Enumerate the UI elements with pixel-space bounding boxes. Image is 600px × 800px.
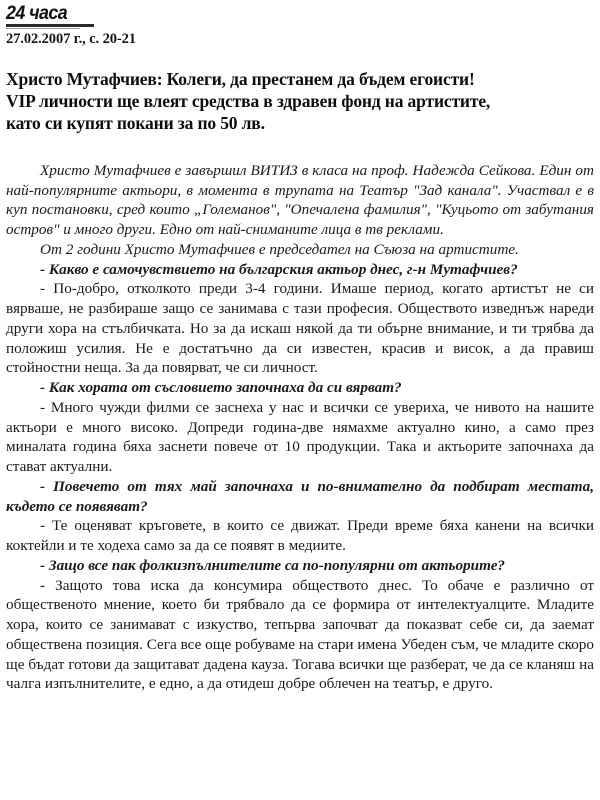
interview-question-4: - Защо все пак фолкизпълнителите са по-популярни от актьорите? (40, 556, 506, 574)
masthead (6, 4, 594, 48)
interview-answer-3: - Те оценяват кръговете, в които се движат. Преди време бяха канени на всички коктейли и те ходеха само за да се появят в медиите. (6, 517, 594, 555)
interview-answer-2: - Много чужди филми се заснеха у нас и всички се увериха, че нивото на нашите актьори е много високо. Допреди година-две нямахме актуално кино, а само през миналата година бяха заснети повече от 10 продукции. Така и актьорите започнаха да стават актуални. (6, 398, 594, 476)
interview-answer-4: - Защото това иска да консумира обществото днес. То обаче е различно от общественото мнение, което би трябвало да се формира от интелектуалците. Младите хора, които се занимават с изкуство, тепърва започват да показват себе си, да заемат обществена позиция. Сега все още робуваме на стари имена Убеден съм, че младите скоро ще бъдат готови да защитават дадена кауза. Тогава всички ще разберат, че да се кланяш на чалга изпълнителите, е едно, а да отидеш добре облечен на театър, е друго. (6, 576, 594, 693)
interview-question-3: - Повечето от тях май започнаха и по-внимателно да подбират местата, където се появяват? (6, 477, 594, 515)
24-chasa-logo: 24 часа (6, 3, 68, 24)
page-title (6, 68, 594, 135)
interview-question-2: - Как хората от съсловието започнаха да си вярват? (40, 379, 402, 397)
interview-question-1: - Какво е самочувствието на българския актьор днес, г-н Мутафчиев? (40, 260, 518, 278)
dateline: 27.02.2007 г., с. 20-21 (6, 31, 136, 47)
intro-paragraph-2: От 2 години Христо Мутафчиев е председател на Съюза на артистите. (40, 240, 519, 258)
article-body (6, 161, 594, 694)
logo-underline-rule (6, 24, 94, 27)
interview-answer-1: - По-добро, отколкото преди 3-4 години. Имаше период, когато артистът не си вярваше, не разбираше защо се занимава с тази професия. Обществото изведнъж нареди други хора на стълбичката. Но за да искаш някой да ти обърне внимание, и ти трябва да положиш усилия. Не е достатъчно да си известен, красив и висок, а да правиш стойностни неща. За да повярват, че си личност. (6, 280, 594, 377)
intro-paragraph-1: Христо Мутафчиев е завършил ВИТИЗ в класа на проф. Надежда Сейкова. Един от най-популярните актьори, в момента в трупата на Театър "Зад канала". Участвал е в куп постановки, сред които „Големанов", "Опечалена фамилия", "Куцьото от забутания остров" и много други. Едно от най-сниманите лица в тв реклами. (6, 161, 594, 239)
headline-line-3: като си купят покани за по 50 лв. (6, 113, 265, 134)
headline-line-2: VIP личности ще влеят средства в здравен фонд на артистите, (6, 91, 491, 112)
headline-line-1: Христо Мутафчиев: Колеги, да престанем да бъдем егоисти! (6, 68, 475, 89)
logo-underline-rule-thin (6, 28, 80, 29)
